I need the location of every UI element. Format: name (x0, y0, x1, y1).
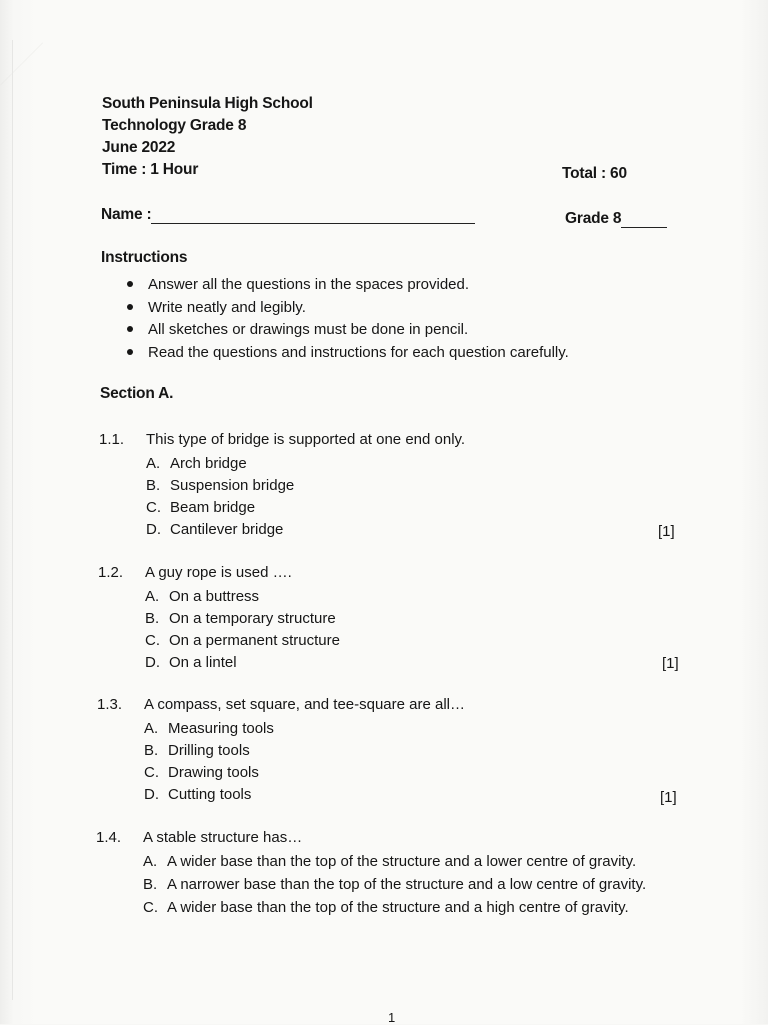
question-number: 1.2. (98, 564, 124, 581)
options-list (143, 851, 647, 918)
option-letter: C. (143, 899, 158, 916)
option-letter: A. (144, 720, 159, 737)
question-number: 1.4. (96, 829, 122, 846)
mark-allocation: [1] (658, 523, 675, 540)
name-label: Name : (101, 206, 152, 223)
question-number: 1.1. (99, 431, 125, 448)
option-text: On a lintel (169, 654, 237, 671)
question-stem: A stable structure has… (143, 829, 303, 846)
question-stem: A compass, set square, and tee-square are all… (144, 696, 466, 713)
option-c (145, 630, 340, 652)
option-letter: D. (144, 786, 159, 803)
option-text: A wider base than the top of the structure and a high centre of gravity. (167, 899, 629, 916)
option-d (146, 519, 294, 541)
option-a (145, 586, 340, 608)
option-text: Beam bridge (170, 499, 256, 516)
question-number: 1.3. (97, 696, 123, 713)
instruction-item: Read the questions and instructions for each question carefully. (124, 342, 569, 365)
grade-field-row (565, 210, 667, 228)
option-d (144, 784, 274, 806)
option-b (145, 608, 340, 630)
option-text: Cantilever bridge (170, 521, 284, 538)
option-text: On a buttress (169, 588, 260, 605)
option-text: On a permanent structure (169, 632, 340, 649)
instruction-item: Write neatly and legibly. (124, 297, 569, 320)
instructions-list (124, 274, 569, 364)
option-letter: D. (146, 521, 161, 538)
option-text: Measuring tools (168, 720, 274, 737)
question-stem: A guy rope is used …. (145, 564, 292, 581)
instruction-item: Answer all the questions in the spaces provided. (124, 274, 569, 297)
name-field-row (101, 206, 475, 224)
option-c (146, 497, 294, 519)
option-letter: B. (146, 477, 161, 494)
option-d (145, 652, 340, 674)
option-text: Drawing tools (168, 764, 259, 781)
question-stem: This type of bridge is supported at one end only. (146, 431, 466, 448)
mark-allocation: [1] (662, 655, 679, 672)
option-letter: B. (145, 610, 160, 627)
option-letter: B. (143, 876, 158, 893)
option-a (143, 851, 647, 872)
option-c (144, 762, 274, 784)
name-blank-line[interactable] (151, 207, 475, 224)
grade-label: Grade 8 (565, 210, 622, 227)
option-letter: A. (146, 455, 161, 472)
exam-time: Time : 1 Hour (102, 161, 199, 178)
instructions-heading: Instructions (101, 249, 188, 266)
option-letter: C. (146, 499, 161, 516)
options-list (146, 453, 294, 541)
exam-total: Total : 60 (562, 165, 627, 182)
mark-allocation: [1] (660, 789, 677, 806)
option-text: Suspension bridge (170, 477, 295, 494)
page-number: 1 (388, 1010, 396, 1025)
option-c (143, 897, 647, 918)
grade-blank-line[interactable] (621, 211, 667, 228)
option-a (146, 453, 294, 475)
option-text: On a temporary structure (169, 610, 336, 627)
option-letter: C. (144, 764, 159, 781)
option-letter: A. (143, 853, 158, 870)
option-b (146, 475, 294, 497)
option-b (144, 740, 274, 762)
option-b (143, 874, 647, 895)
options-list (144, 718, 274, 806)
option-a (144, 718, 274, 740)
folded-corner (0, 0, 43, 86)
options-list (145, 586, 340, 674)
option-text: Drilling tools (168, 742, 250, 759)
option-letter: B. (144, 742, 159, 759)
paper-edge-shadow (12, 40, 13, 1000)
option-text: Arch bridge (170, 455, 247, 472)
exam-date: June 2022 (102, 139, 176, 156)
option-letter: D. (145, 654, 160, 671)
school-name: South Peninsula High School (102, 95, 313, 112)
instruction-item: All sketches or drawings must be done in pencil. (124, 319, 569, 342)
option-text: A narrower base than the top of the structure and a low centre of gravity. (167, 876, 647, 893)
subject-title: Technology Grade 8 (102, 117, 247, 134)
option-letter: A. (145, 588, 160, 605)
section-heading: Section A. (100, 385, 174, 402)
option-letter: C. (145, 632, 160, 649)
option-text: A wider base than the top of the structure and a lower centre of gravity. (167, 853, 637, 870)
option-text: Cutting tools (168, 786, 252, 803)
